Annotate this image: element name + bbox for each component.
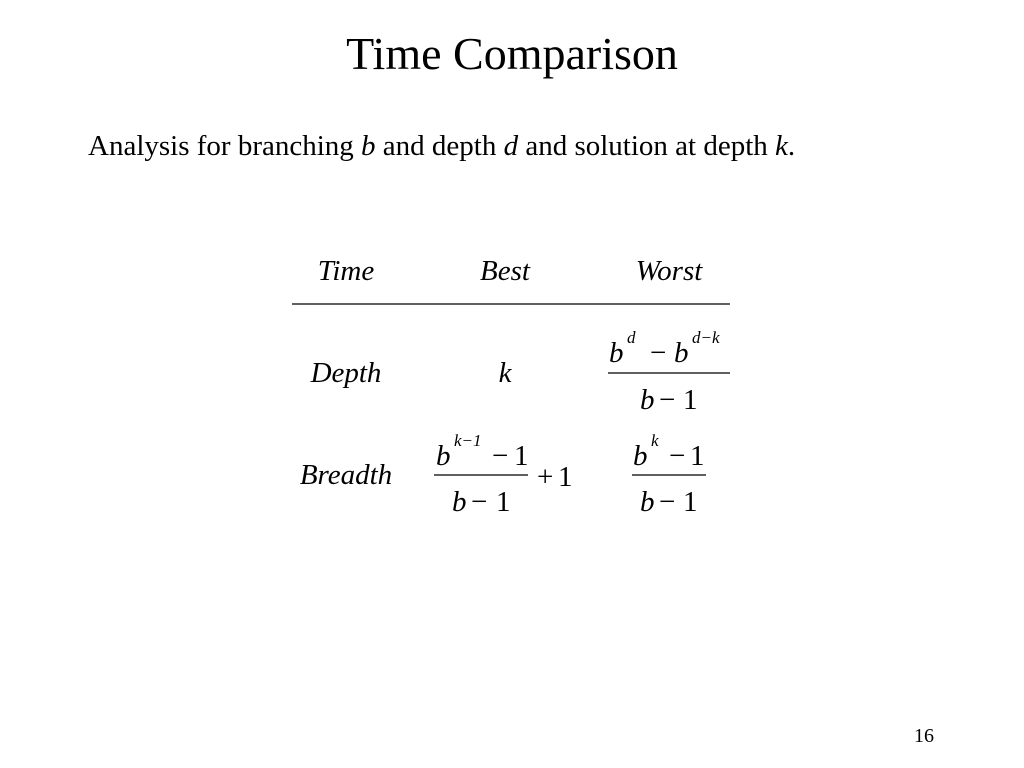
breadth-worst-den-one: 1 [683, 486, 698, 518]
depth-worst-den-minus: − [659, 384, 676, 416]
depth-worst-num-base-2: b [674, 337, 689, 369]
subtitle-text-3: and solution at depth [518, 130, 776, 162]
breadth-best-den-base: b [452, 486, 467, 518]
breadth-best-plus: + [537, 461, 554, 493]
subtitle-var-k: k [775, 130, 788, 162]
breadth-best-den-one: 1 [496, 486, 511, 518]
breadth-best-plus-one: 1 [558, 461, 573, 493]
depth-worst-num-exp-1: d [627, 328, 636, 347]
breadth-worst-num-one: 1 [690, 440, 705, 472]
depth-worst-num-base-1: b [609, 337, 624, 369]
subtitle-text-1: Analysis for branching [88, 130, 362, 162]
row-label-breadth: Breadth [299, 459, 393, 491]
breadth-worst-num-minus: − [669, 440, 686, 472]
header-worst: Worst [635, 255, 703, 287]
page-number: 16 [914, 725, 934, 747]
row-label-depth: Depth [310, 357, 382, 389]
breadth-worst-num-exp: k [651, 431, 659, 450]
depth-worst-num-exp-2: d−k [692, 328, 720, 347]
breadth-best-num-minus: − [492, 440, 509, 472]
breadth-best-den-minus: − [471, 486, 488, 518]
slide-title: Time Comparison [346, 28, 678, 79]
depth-worst-den-base: b [640, 384, 655, 416]
depth-worst-num-minus: − [650, 337, 667, 369]
depth-best-value: k [498, 357, 512, 389]
breadth-worst-fraction [632, 431, 706, 518]
subtitle-var-b: b [361, 130, 376, 162]
header-best: Best [480, 255, 530, 287]
header-time: Time [317, 255, 375, 287]
depth-worst-fraction [608, 328, 730, 416]
breadth-best-fraction [434, 431, 573, 518]
breadth-best-num-one: 1 [514, 440, 529, 472]
subtitle-var-d: d [503, 130, 519, 162]
breadth-worst-den-minus: − [659, 486, 676, 518]
subtitle-text-2: and depth [375, 130, 504, 162]
breadth-worst-den-base: b [640, 486, 655, 518]
breadth-best-num-base: b [436, 440, 451, 472]
depth-worst-den-one: 1 [683, 384, 698, 416]
breadth-worst-num-base: b [633, 440, 648, 472]
breadth-best-num-exp: k−1 [454, 431, 482, 450]
subtitle-text-4: . [787, 130, 796, 162]
